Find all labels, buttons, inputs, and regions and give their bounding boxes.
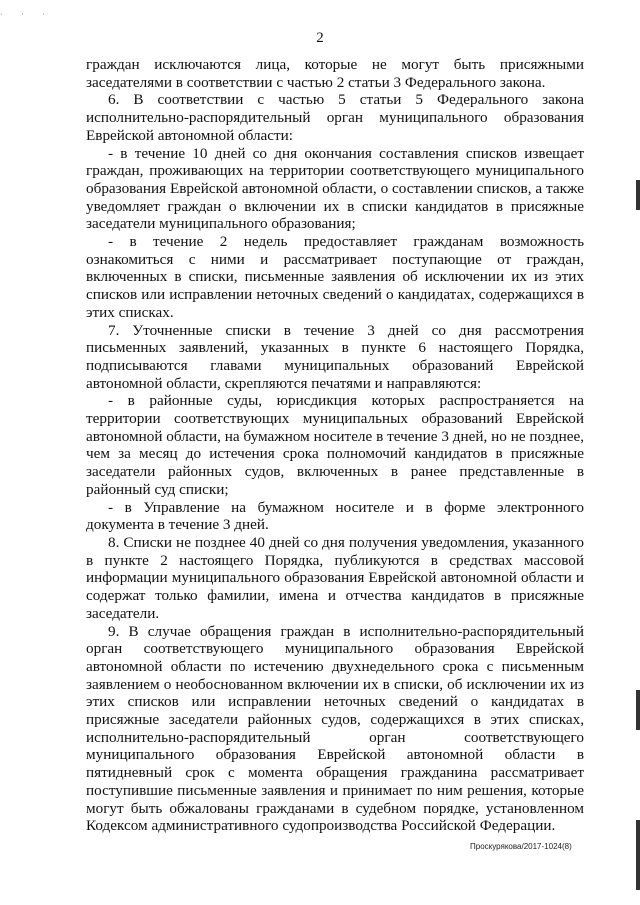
paragraph: 8. Списки не позднее 40 дней со дня получения уведомления, указанного в пункте 2 настоящего Порядка, публикуются в средствах массовой информации муниципального образования Еврейской автономной области и содержат только фамилии, имена и отчества кандидатов в присяжные заседатели.: [86, 533, 584, 622]
paragraph: - в течение 10 дней со дня окончания составления списков извещает граждан, проживающих на территории соответствующего муниципального образования Еврейской автономной области, о составлении списков, а также уведомляет граждан о включении их в списки кандидатов в присяжные заседатели муниципального образования;: [86, 144, 584, 233]
page-number: 2: [316, 30, 324, 46]
paragraph: 7. Уточненные списки в течение 3 дней со дня рассмотрения письменных заявлений, указанных в пункте 6 настоящего Порядка, подписываются главами муниципальных образований Еврейской автономной области, скрепляются печатями и направляются:: [86, 321, 584, 392]
paragraph: - в районные суды, юрисдикция которых распространяется на территории соответствующих муниципальных образований Еврейской автономной области, на бумажном носителе в течение 3 дней, но не позднее, чем за месяц до истечения срока полномочий кандидатов в присяжные заседатели районных судов, включенных в ранее представленные в районный суд списки;: [86, 392, 584, 498]
paragraph: 6. В соответствии с частью 5 статьи 5 Федерального закона исполнительно-распорядительный орган муниципального образования Еврейской автономной области:: [86, 91, 584, 144]
paragraph: 9. В случае обращения граждан в исполнительно-распорядительный орган соответствующего муниципального образования Еврейской автономной области по истечению двухнедельного срока с письменным заявлением о необоснованном включении их в списки, об исключении их из этих списков или исправлении неточных сведений о кандидатах в присяжные заседатели районных судов, содержащихся в этих списках, исполнительно-распорядительный орган соответствующего муниципального образования Еврейской автономной области в пятидневный срок с момента обращения гражданина рассматривает поступившие письменные заявления и принимает по ним решения, которые могут быть обжалованы гражданами в судебном порядке, установленном Кодексом административного судопроизводства Российской Федерации.: [86, 622, 584, 835]
scan-edge-mark: [636, 820, 640, 890]
scan-edge-mark: [636, 180, 640, 210]
footer-document-id: Проскурякова/2017-1024(8): [470, 842, 572, 851]
scan-edge-mark: [636, 690, 640, 730]
paragraph: граждан исключаются лица, которые не могут быть присяжными заседателями в соответствии с частью 2 статьи 3 Федерального закона.: [86, 56, 584, 91]
paragraph: - в Управление на бумажном носителе и в форме электронного документа в течение 3 дней.: [86, 498, 584, 534]
paragraph: - в течение 2 недель предоставляет гражданам возможность ознакомиться с ними и рассматривает поступающие от граждан, включенных в списки, письменные заявления об исключении их из этих списков или исправлении неточных сведений о кандидатах, содержащихся в этих списках.: [86, 233, 584, 321]
document-body: [86, 56, 584, 835]
scan-noise: · · ·: [0, 10, 53, 19]
